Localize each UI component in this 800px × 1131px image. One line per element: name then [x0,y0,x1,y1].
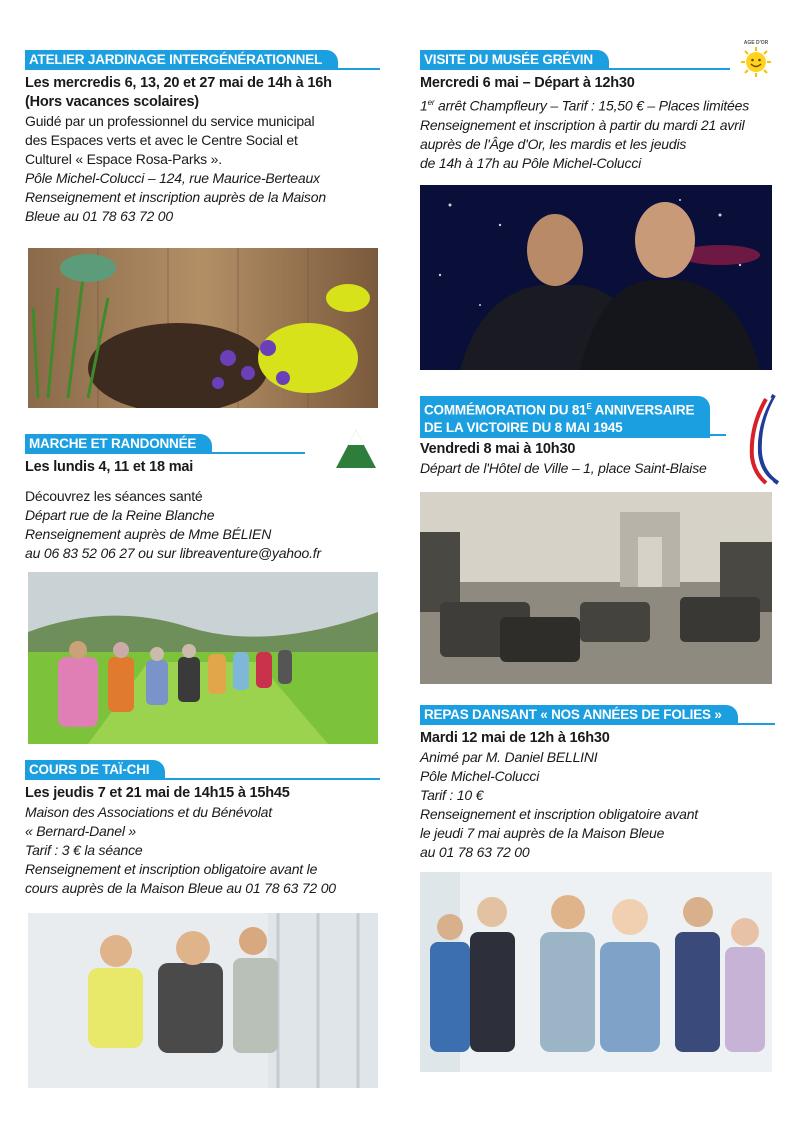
event-info: Départ rue de la Reine Blanche [25,507,215,523]
libre-aventure-logo [334,428,378,478]
event-info: « Bernard-Danel » [25,823,136,839]
event-description: des Espaces verts et avec le Centre Social et [25,132,298,148]
header-rule [25,68,380,70]
event-info: 1er arrêt Champfleury – Tarif : 15,50 € – Places limitées [420,97,750,114]
event-info: auprès de l'Âge d'Or, les mardis et les jeudis [420,135,687,152]
header-rule [420,68,730,70]
event-date: Les lundis 4, 11 et 18 mai [25,459,194,475]
event-info: Bleue au 01 78 63 72 00 [25,208,173,224]
event-info: Pôle Michel-Colucci – 124, rue Maurice-Berteaux [25,170,320,186]
event-info: Renseignement et inscription à partir du mardi 21 avril [420,116,745,133]
event-info: Pôle Michel-Colucci [420,768,540,784]
event-date: Les mercredis 6, 13, 20 et 27 mai de 14h à 16h [25,75,332,91]
section-marche [25,434,380,563]
event-description: Guidé par un professionnel du service municipal [25,113,315,129]
event-description: Culturel « Espace Rosa-Parks ». [25,151,222,167]
section-title: MARCHE ET RANDONNÉE [25,434,212,454]
header-rule [420,434,726,436]
event-info: de 14h à 17h au Pôle Michel-Colucci [420,154,642,171]
hiking-photo [28,572,378,744]
section-header [420,50,730,70]
section-title: REPAS DANSANT « NOS ANNÉES DE FOLIES » [420,705,738,725]
event-info: au 01 78 63 72 00 [420,844,530,860]
section-jardinage [25,50,380,226]
gardening-photo [28,248,378,408]
section-title: COMMÉMORATION DU $81^E$ ANNIVERSAIRE DE LA VICTOIRE DU 8 MAI 1945 [420,396,710,438]
event-date: Mercredi 6 mai – Départ à 12h30 [420,75,635,91]
section-commemoration [420,396,775,478]
event-info: cours auprès de la Maison Bleue au 01 78 63 72 00 [25,880,336,896]
section-repas [420,705,775,862]
header-rule [25,778,380,780]
section-header [25,434,305,454]
event-date: Mardi 12 mai de 12h à 16h30 [420,730,610,746]
event-info: Renseignement et inscription obligatoire avant [420,806,698,822]
event-date-note: (Hors vacances scolaires) [25,94,199,110]
section-header [25,760,380,780]
event-info: Renseignement et inscription auprès de la Maison [25,189,326,205]
event-info: Renseignement et inscription obligatoire avant le [25,861,318,877]
event-date: Les jeudis 7 et 21 mai de 14h15 à 15h45 [25,785,290,801]
event-info: Maison des Associations et du Bénévolat [25,804,272,820]
french-flag-ribbon [748,393,780,485]
section-grevin [420,50,775,173]
event-info: Animé par M. Daniel BELLINI [420,749,598,765]
age-dor-logo-text: AGE D'OR [743,40,769,46]
taichi-photo [28,913,378,1088]
section-title: ATELIER JARDINAGE INTERGÉNÉRATIONNEL [25,50,338,70]
wax-museum-photo [420,185,772,370]
section-taichi [25,760,380,898]
header-rule [420,723,775,725]
section-header [420,705,775,725]
event-info: le jeudi 7 mai auprès de la Maison Bleue [420,825,665,841]
event-info: Tarif : 3 € la séance [25,842,143,858]
age-dor-logo [736,40,776,86]
header-rule [25,452,305,454]
event-description: Découvrez les séances santé [25,488,203,504]
event-info: au 06 83 52 06 27 ou sur libreaventure@yahoo.fr [25,545,321,561]
event-info: Tarif : 10 € [420,787,484,803]
section-header [420,396,726,436]
event-info: Départ de l'Hôtel de Ville – 1, place Saint-Blaise [420,460,707,476]
event-info: Renseignement auprès de Mme BÉLIEN [25,526,272,542]
section-header [25,50,380,70]
section-title: VISITE DU MUSÉE GRÉVIN [420,50,609,70]
liberation-parade-photo [420,492,772,684]
section-title: COURS DE TAÏ-CHI [25,760,165,780]
event-date: Vendredi 8 mai à 10h30 [420,441,576,457]
dancing-photo [420,872,772,1072]
